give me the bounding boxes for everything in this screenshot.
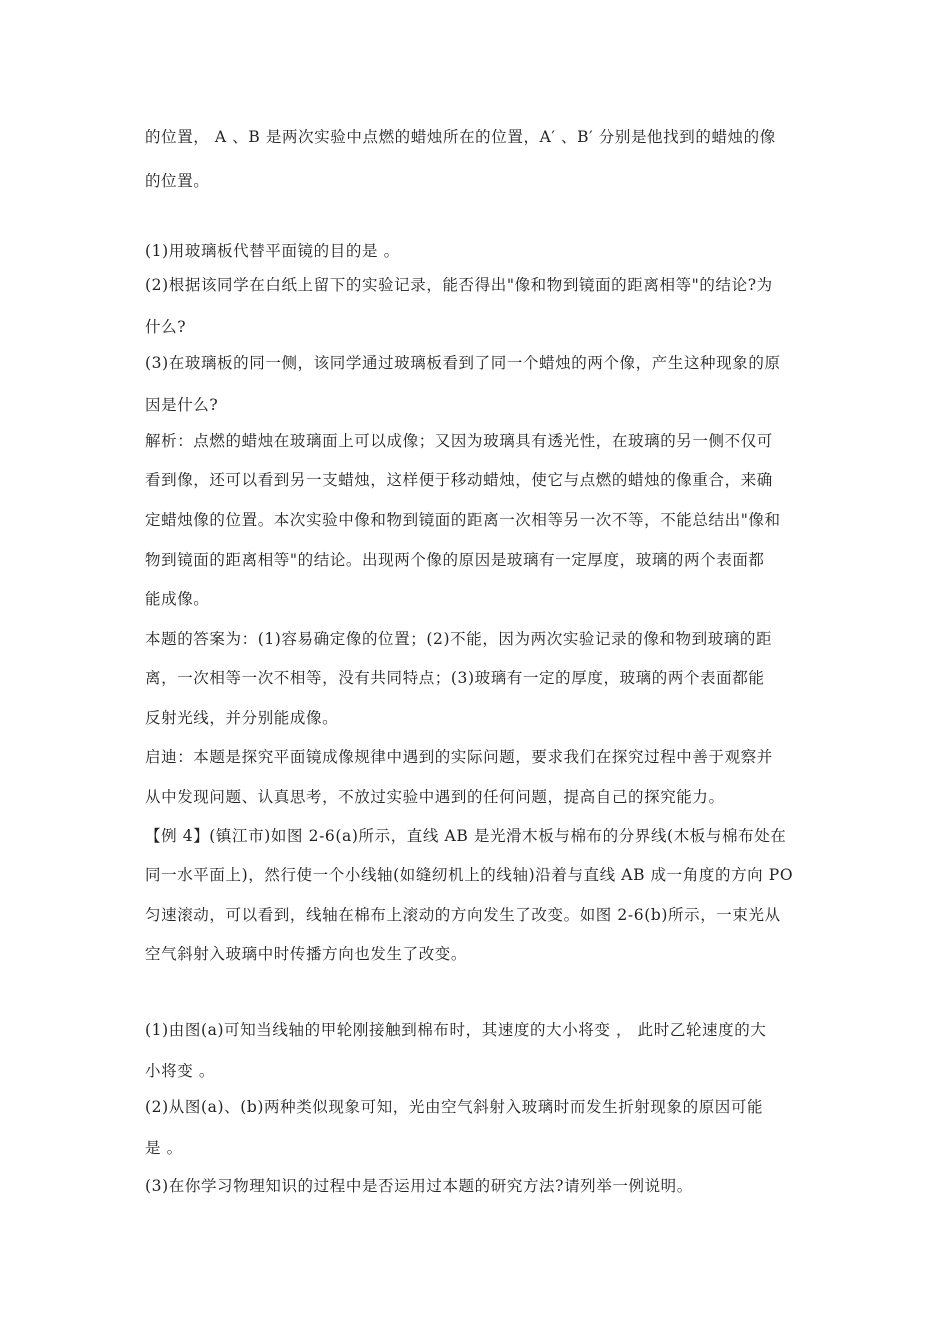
- text-line: 什么?: [145, 318, 187, 336]
- text-line: (1)由图(a)可知当线轴的甲轮刚接触到棉布时，其速度的大小将变 ， 此时乙轮速度的大: [145, 1021, 767, 1039]
- text-line: 空气斜射入玻璃中时传播方向也发生了改变。: [145, 945, 468, 963]
- text-line: 是 。: [145, 1139, 183, 1157]
- text-line: 启迪：本题是探究平面镜成像规律中遇到的实际问题，要求我们在探究过程中善于观察并: [145, 748, 773, 766]
- text-line: 小将变 。: [145, 1062, 215, 1080]
- text-line: 反射光线，并分别能成像。: [145, 709, 339, 727]
- text-line: (3)在玻璃板的同一侧，该同学通过玻璃板看到了同一个蜡烛的两个像，产生这种现象的原: [145, 354, 781, 372]
- text-line: 同一水平面上)，然行使一个小线轴(如缝纫机上的线轴)沿着与直线 AB 成一角度的方向 PO: [145, 866, 794, 884]
- text-line: 解析：点燃的蜡烛在玻璃面上可以成像；又因为玻璃具有透光性，在玻璃的另一侧不仅可: [145, 432, 773, 450]
- text-line: (3)在你学习物理知识的过程中是否运用过本题的研究方法?请列举一例说明。: [145, 1177, 693, 1195]
- text-line: 匀速滚动，可以看到，线轴在棉布上滚动的方向发生了改变。如图 2-6(b)所示，一束光从: [145, 906, 781, 924]
- text-line: 从中发现问题、认真思考，不放过实验中遇到的任何问题，提高自己的探究能力。: [145, 788, 725, 806]
- text-line: 的位置， A 、B 是两次实验中点燃的蜡烛所在的位置，A′ 、B′ 分别是他找到的蜡烛的像: [145, 128, 776, 146]
- text-line: 本题的答案为：(1)容易确定像的位置；(2)不能，因为两次实验记录的像和物到玻璃的距: [145, 630, 773, 648]
- text-line: 定蜡烛像的位置。本次实验中像和物到镜面的距离一次相等另一次不等，不能总结出"像和: [145, 511, 781, 529]
- text-line: (2)根据该同学在白纸上留下的实验记录，能否得出"像和物到镜面的距离相等"的结论?为: [145, 276, 773, 294]
- text-line: 离，一次相等一次不相等，没有共同特点；(3)玻璃有一定的厚度，玻璃的两个表面都能: [145, 669, 765, 687]
- text-line: 因是什么?: [145, 396, 219, 414]
- text-line: 能成像。: [145, 590, 210, 608]
- text-line: 看到像，还可以看到另一支蜡烛，这样便于移动蜡烛，使它与点燃的蜡烛的像重合，来确: [145, 471, 773, 489]
- text-line: 物到镜面的距离相等"的结论。出现两个像的原因是玻璃有一定厚度，玻璃的两个表面都: [145, 551, 765, 569]
- text-line: 的位置。: [145, 172, 210, 190]
- text-line: (1)用玻璃板代替平面镜的目的是 。: [145, 242, 400, 260]
- example-heading: 【例 4】(镇江市)如图 2-6(a)所示，直线 AB 是光滑木板与棉布的分界线(木板与棉布处在: [145, 827, 787, 845]
- text-line: (2)从图(a)、(b)两种类似现象可知，光由空气斜射入玻璃时而发生折射现象的原因可能: [145, 1098, 764, 1116]
